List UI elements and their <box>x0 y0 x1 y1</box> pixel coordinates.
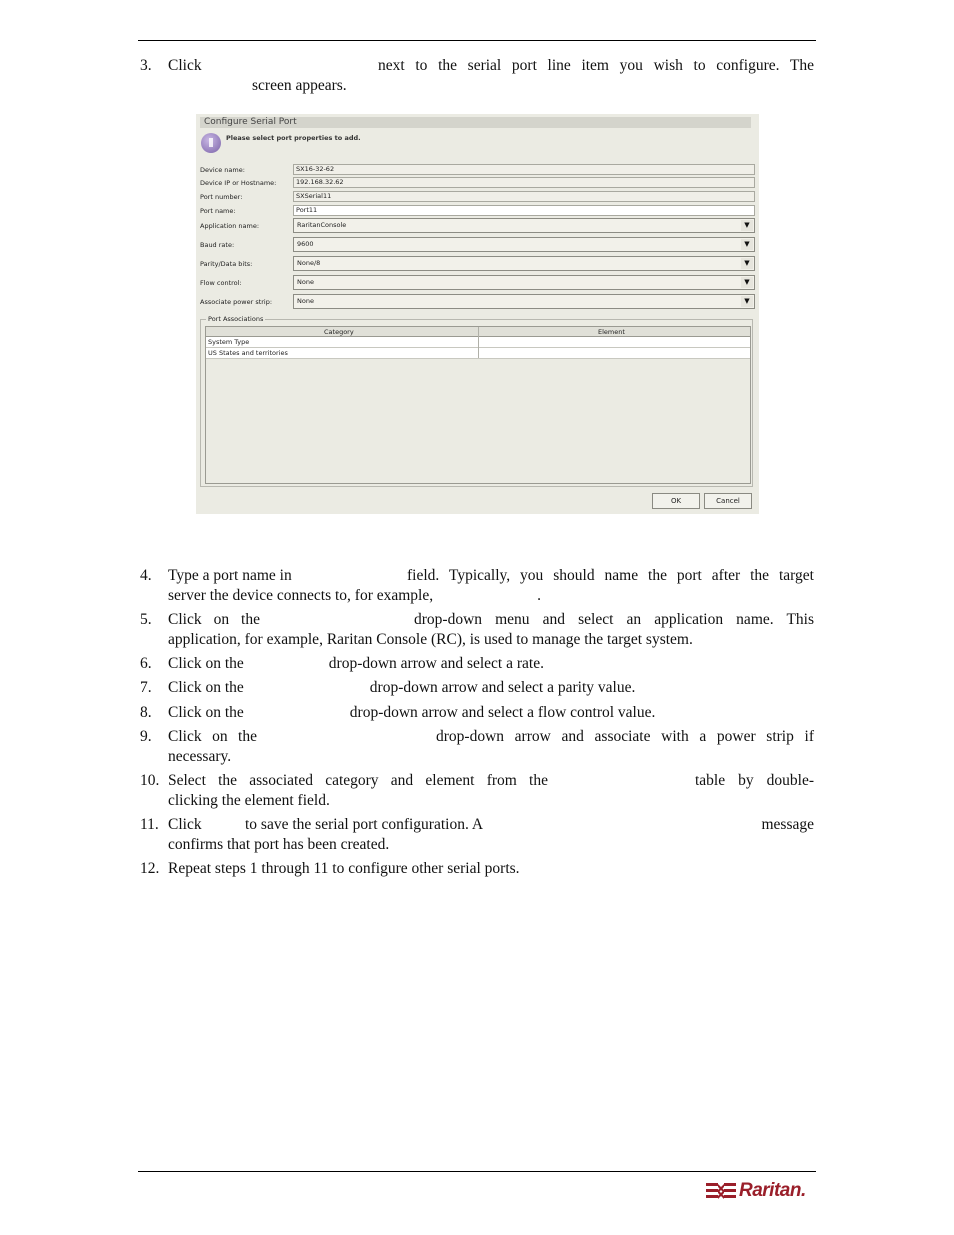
field-device-ip: Device IP or Hostname: 192.168.32.62 <box>200 177 756 189</box>
footer-rule <box>138 1171 816 1172</box>
select-parity: Parity/Data bits: None/8 ▼ <box>200 256 756 268</box>
chevron-down-icon[interactable]: ▼ <box>741 220 753 231</box>
step-text: next to the serial port line item you wish to configure. The <box>378 57 814 74</box>
application-name-select[interactable]: RaritanConsole ▼ <box>293 218 755 233</box>
port-associations-legend: Port Associations <box>208 315 264 323</box>
configure-serial-port-dialog <box>196 114 759 514</box>
dialog-title: Configure Serial Port <box>200 117 751 128</box>
device-name-field[interactable]: SX16-32-62 <box>293 164 755 175</box>
step-number: 3. <box>140 57 152 74</box>
cancel-button[interactable]: Cancel <box>704 493 752 509</box>
column-header-element[interactable]: Element <box>598 328 625 336</box>
field-device-name: Device name: SX16-32-62 <box>200 164 756 176</box>
flow-control-select[interactable]: None ▼ <box>293 275 755 290</box>
select-application-name: Application name: RaritanConsole ▼ <box>200 218 756 230</box>
chevron-down-icon[interactable]: ▼ <box>741 277 753 288</box>
port-associations-table <box>205 326 751 484</box>
power-strip-select[interactable]: None ▼ <box>293 294 755 309</box>
column-header-category[interactable]: Category <box>324 328 354 336</box>
table-row[interactable]: System Type <box>206 337 750 348</box>
chevron-down-icon[interactable]: ▼ <box>741 239 753 250</box>
port-name-field[interactable]: Port11 <box>293 205 755 216</box>
raritan-logo <box>706 1180 812 1204</box>
step-text: Click <box>168 57 202 74</box>
port-associations-group <box>200 315 753 487</box>
baud-rate-select[interactable]: 9600 ▼ <box>293 237 755 252</box>
field-port-name: Port name: Port11 <box>200 205 756 217</box>
dialog-subtitle: Please select port properties to add. <box>226 134 361 142</box>
device-ip-field[interactable]: 192.168.32.62 <box>293 177 755 188</box>
port-number-field[interactable]: SXSerial11 <box>293 191 755 202</box>
table-row[interactable]: US States and territories <box>206 348 750 359</box>
raritan-logo-icon <box>706 1180 738 1204</box>
select-power-strip: Associate power strip: None ▼ <box>200 294 756 306</box>
header-rule <box>138 40 816 41</box>
field-port-number: Port number: SXSerial11 <box>200 191 756 203</box>
info-icon <box>201 133 221 153</box>
ok-button[interactable]: OK <box>652 493 700 509</box>
chevron-down-icon[interactable]: ▼ <box>741 258 753 269</box>
parity-data-bits-select[interactable]: None/8 ▼ <box>293 256 755 271</box>
step-text: screen appears. <box>252 77 347 94</box>
logo-text: Raritan. <box>739 1180 806 1201</box>
chevron-down-icon[interactable]: ▼ <box>741 296 753 307</box>
select-flow-control: Flow control: None ▼ <box>200 275 756 287</box>
column-divider <box>478 327 479 358</box>
select-baud-rate: Baud rate: 9600 ▼ <box>200 237 756 249</box>
